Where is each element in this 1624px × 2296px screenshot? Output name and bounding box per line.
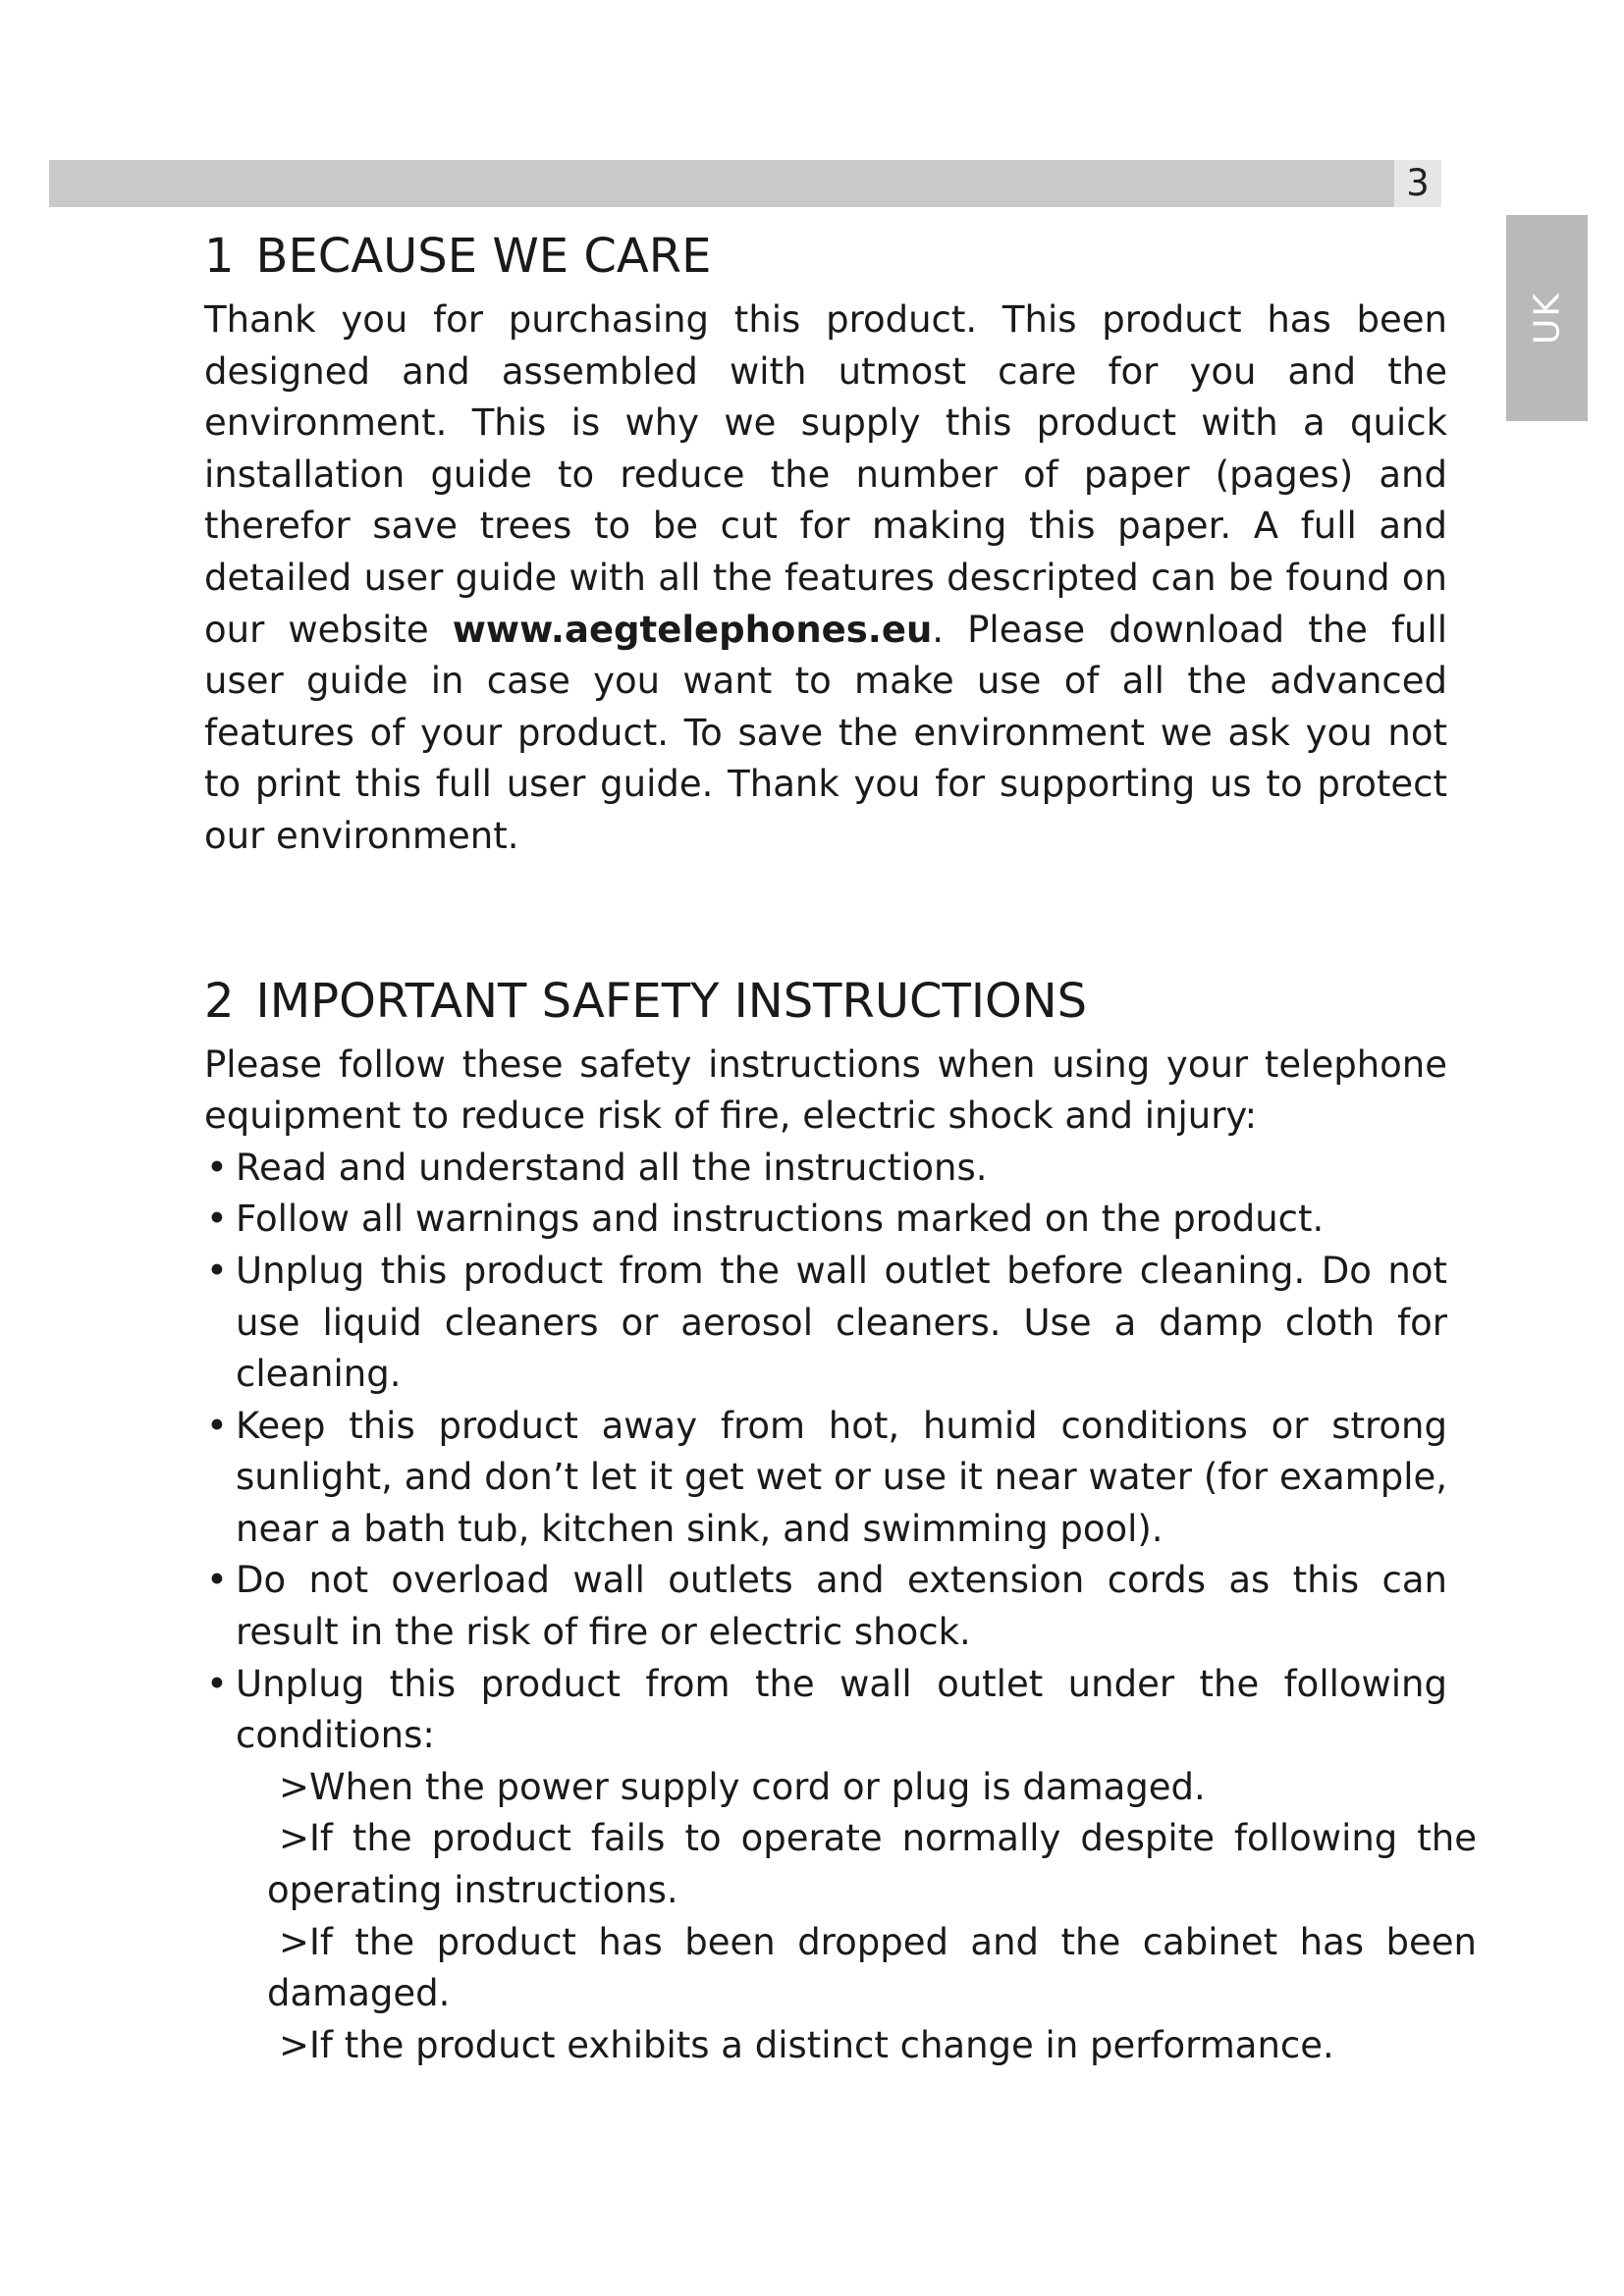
bullet-text: Unplug this product from the wall outlet before cleaning. Do not use liquid cleaners or aerosol cleaners. Use a damp cloth for cleaning. [236,1249,1447,1396]
section-1-heading [204,226,1447,287]
page-number: 3 [1394,160,1441,207]
language-tab [1506,215,1588,421]
bullet-text: Keep this product away from hot, humid conditions or strong sunlight, and don’t let it get wet or use it near water (for example, near a bath tub, kitchen sink, and swimming pool). [236,1404,1447,1550]
bullet-icon: • [206,1198,228,1241]
section-safety-instructions [204,971,1477,2072]
bullet-text: Read and understand all the instructions. [236,1146,988,1189]
section-2-heading [204,971,1447,1032]
condition-item: >If the product fails to operate normally despite following the operating instructions. [267,1817,1477,1912]
section-1-title: BECAUSE WE CARE [255,229,712,284]
bullet-icon: • [206,1249,228,1292]
section-1-paragraph [204,294,1447,863]
header-bar [49,160,1394,207]
unplug-conditions-list [204,1762,1477,2072]
bullet-icon: • [206,1662,228,1705]
page-content [204,226,1477,2071]
safety-bullet-list [204,1143,1447,1762]
section-1-text-part-1: Thank you for purchasing this product. This product has been designed and assembled with utmost care for you and the environment. This is why we supply this product with a quick installation guide to reduce the number of paper (pages) and therefor save trees to be cut for making this paper. A full and detailed user guide with all the features descripted can be found on our website [204,298,1447,651]
bullet-icon: • [206,1559,228,1602]
list-item [204,1246,1447,1401]
section-1-number: 1 [204,229,235,284]
section-2-title: IMPORTANT SAFETY INSTRUCTIONS [255,973,1088,1029]
condition-item: >If the product has been dropped and the cabinet has been damaged. [267,1920,1477,2015]
bullet-text: Follow all warnings and instructions marked on the product. [236,1198,1325,1241]
bullet-icon: • [206,1146,228,1189]
list-item [204,1194,1447,1246]
language-tab-label: UK [1527,292,1567,345]
section-1-text-part-2: . Please download the full user guide in case you want to make use of all the advanced features of your product. To save the environment we ask you not to print this full user guide. Thank you for supporting us to protect our environment. [204,608,1447,857]
condition-item: >When the power supply cord or plug is damaged. [279,1765,1206,1808]
list-item [204,1555,1447,1658]
condition-item: >If the product exhibits a distinct change in performance. [279,2023,1334,2066]
bullet-text: Do not overload wall outlets and extension cords as this can result in the risk of fire or electric shock. [236,1559,1447,1654]
section-because-we-care [204,226,1447,863]
website-url: www.aegtelephones.eu [452,608,933,651]
list-item [204,1401,1447,1556]
list-item [204,1659,1447,1762]
bullet-text: Unplug this product from the wall outlet under the following conditions: [236,1662,1447,1757]
section-2-number: 2 [204,973,235,1029]
bullet-icon: • [206,1404,228,1447]
section-2-intro: Please follow these safety instructions when using your telephone equipment to reduce risk of fire, electric shock and injury: [204,1042,1447,1138]
list-item [204,1143,1447,1195]
